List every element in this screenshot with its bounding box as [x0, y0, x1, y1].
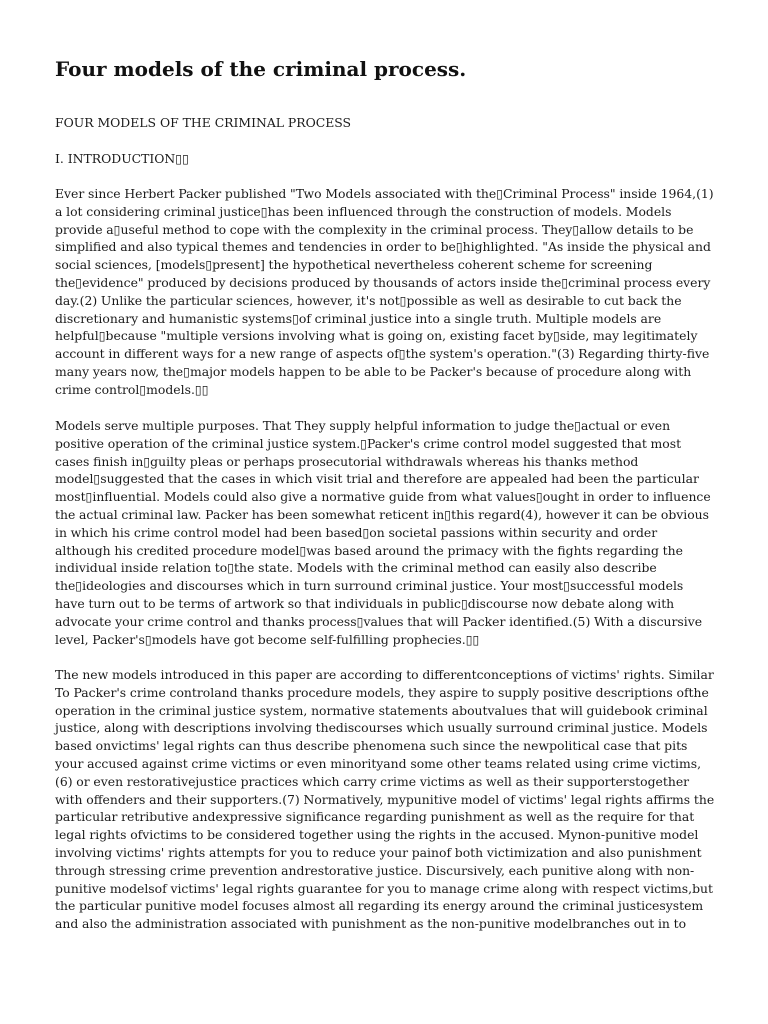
document-title: Four models of the criminal process.	[55, 57, 467, 81]
document-page	[55, 55, 715, 932]
document-subtitle: FOUR MODELS OF THE CRIMINAL PROCESS	[55, 115, 352, 130]
paragraph-1: Ever since Herbert Packer published "Two Models associated with the▯Criminal Process" inside 1964,(1) a lot considering criminal justice▯has been influenced through the construction of models. Models provide a▯useful method to cope with the complexity in the criminal process. They▯allow details to be simplified and also typical themes and tendencies in order to be▯highlighted. "As inside the physical and social sciences, [models▯present] the hypothetical nevertheless coherent scheme for screening the▯evidence" produced by decisions produced by thousands of actors inside the▯criminal process every day.(2) Unlike the particular sciences, however, it's not▯possible as well as desirable to cut back the discretionary and humanistic systems▯of criminal justice into a single truth. Multiple models are helpful▯because "multiple versions involving what is going on, existing facet by▯side, may legitimately account in different ways for a new range of aspects of▯the system's operation."(3) Regarding thirty-five many years now, the▯major models happen to be able to be Packer's because of procedure along with crime control▯models.▯▯	[55, 186, 714, 397]
section-heading: I. INTRODUCTION▯▯	[55, 151, 189, 166]
paragraph-2: Models serve multiple purposes. That They supply helpful information to judge the▯actual or even positive operation of the criminal justice system.▯Packer's crime control model suggested that most cases finish in▯guilty pleas or perhaps prosecutorial withdrawals whereas his thanks method model▯suggested that the cases in which visit trial and therefore are appealed had been the particular most▯influential. Models could also give a normative guide from what values▯ought in order to influence the actual criminal law. Packer has been somewhat reticent in▯this regard(4), however it can be obvious in which his crime control model had been based▯on societal passions within security and order although his credited procedure model▯was based around the primacy with the fights regarding the individual inside relation to▯the state. Models with the criminal method can easily also describe the▯ideologies and discourses which in turn surround criminal justice. Your most▯successful models have turn out to be terms of artwork so that individuals in public▯discourse now debate along with advocate your crime control and thanks process▯values that will Packer identified.(5) With a discursive level, Packer's▯models have got become self-fulfilling prophecies.▯▯	[55, 418, 711, 647]
paragraph-3: The new models introduced in this paper are according to differentconceptions of victims' rights. Similar To Packer's crime controland thanks procedure models, they aspire to supply positive descriptions ofthe operation in the criminal justice system, normative statements aboutvalues that will guidebook criminal justice, along with descriptions involving thediscourses which usually surround criminal justice. Models based onvictims' legal rights can thus describe phenomena such since the newpolitical case that pits your accused against crime victims or even minorityand some other teams related using crime victims,(6) or even restorativejustice practices which carry crime victims as well as their supporterstogether with offenders and their supporters.(7) Normatively, mypunitive model of victims' legal rights affirms the particular retributive andexpressive significance regarding punishment as well as the require for that legal rights ofvictims to be considered together using the rights in the accused. Mynon-punitive model involving victims' rights attempts for you to reduce your painof both victimization and also punishment through stressing crime prevention andrestorative justice. Discursively, each punitive along with non-punitive modelsof victims' legal rights guarantee for you to manage crime along with respect victims,but the particular punitive model focuses almost all regarding its energy around the criminal justicesystem and also the administration associated with punishment as the non-punitive modelbranches out in to	[55, 667, 715, 932]
